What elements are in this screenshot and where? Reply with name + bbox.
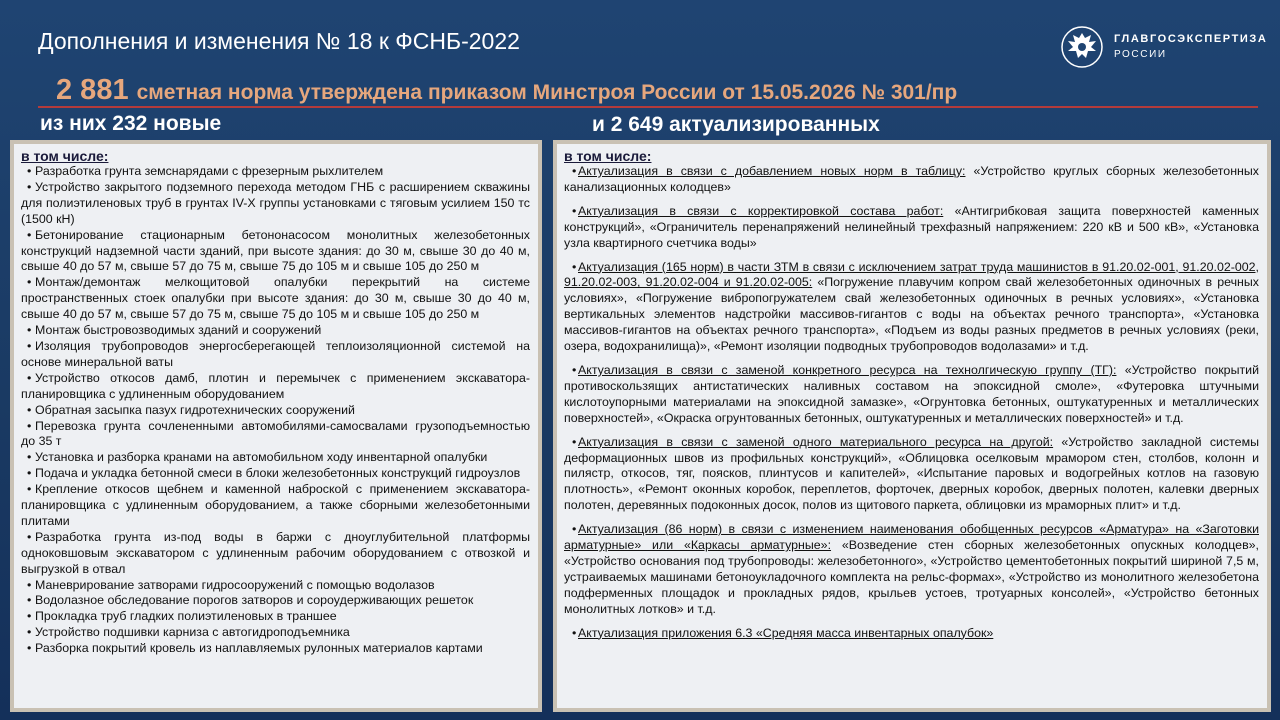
item-lead: Актуализация приложения 6.3 «Средняя масса инвентарных опалубок» bbox=[578, 625, 994, 640]
new-norms-panel bbox=[10, 140, 542, 712]
list-item: • Подача и укладка бетонной смеси в блоки железобетонных конструкций гидроузлов bbox=[21, 466, 530, 482]
list-item bbox=[564, 626, 1259, 642]
page-title: Дополнения и изменения № 18 к ФСНБ-2022 bbox=[38, 28, 520, 54]
item-text: «Устройство круглых сборных железобетонных канализационных колодцев» bbox=[564, 164, 1259, 194]
new-norms-heading: в том числе: bbox=[21, 148, 109, 164]
list-item: • Маневрирование затворами гидросооружений с помощью водолазов bbox=[21, 578, 530, 594]
list-item: • Разработка грунта из-под воды в баржи с дноуглубительной платформы одноковшовым экскаватором с удлиненным рабочим оборудованием с отвозкой и выгрузкой в отвал bbox=[21, 530, 530, 578]
list-item: • Разборка покрытий кровель из наплавляемых рулонных материалов картами bbox=[21, 641, 530, 657]
item-text: «Устройство покрытий противоскользящих антистатических наливных составом на эпоксидной смоле», «Футеровка штучными кислотоупорными материалами на эпоксидной замазке», «Огрунтовка бетонных, оштукатуренных и металлических поверхностей», «Окраска огрунтованных бетонных, оштукатуренных и металлических поверхностей» и т.д. bbox=[564, 362, 1259, 425]
list-item: • Монтаж/демонтаж мелкощитовой опалубки перекрытий на системе пространственных стоек опалубки при высоте здания: до 30 м, свыше 30 до 40 м, свыше 40 до 57 м, свыше 57 до 75 м, свыше 75 до 105 м и свыше 105 до 250 м bbox=[21, 275, 530, 323]
logo-line2: РОССИИ bbox=[1114, 49, 1167, 60]
updated-norms-list bbox=[564, 164, 1259, 641]
item-lead: Актуализация в связи с заменой конкретного ресурса на технолгическую группу (ТГ): bbox=[578, 362, 1117, 377]
list-item bbox=[564, 164, 1259, 196]
updated-norms-heading: в том числе: bbox=[564, 148, 652, 164]
eagle-emblem-icon bbox=[1060, 25, 1104, 69]
subtitle-updated: и 2 649 актуализированных bbox=[592, 113, 880, 136]
list-item: • Прокладка труб гладких полиэтиленовых в траншее bbox=[21, 609, 530, 625]
list-item: • Разработка грунта земснарядами с фрезерным рыхлителем bbox=[21, 164, 530, 180]
list-item bbox=[564, 260, 1259, 355]
new-norms-list bbox=[21, 164, 530, 657]
item-lead: Актуализация (165 норм) в части ЗТМ в связи с исключением затрат труда машинистов в 91.20.02-001, 91.20.02-002, 91.20.02-003, 91.20.02-004 и 91.20.02-005: bbox=[564, 259, 1259, 290]
item-text: «Погружение плавучим копром свай железобетонных одиночных в речных условиях», «Погружение вибропогружателем свай железобетонных одиночных в речных условиях», «Установка вертикальных элементов надстройки массивов-гигантов с воды на объектах речного транспорта», «Установка массивов-гигантов на объектах речного транспорта», «Подъем из воды разных предметов в речных условиях (реки, озера, водохранилища)», «Ремонт изоляции подводных трубопроводов водолазами» и т.д. bbox=[564, 275, 1259, 354]
list-item bbox=[564, 363, 1259, 427]
item-text: «Устройство закладной системы деформационных швов из профильных конструкций», «Облицовка оселковым мрамором стен, столбов, колонн и пилястр, откосов, тяг, поясков, плинтусов и капителей», «Испытание паровых и водогрейных котлов на газовую плотность», «Ремонт оконных коробок, переплетов, форточек, дверных коробок, дверных полотен, калевки дверных полотен, деревянных подоконных досок, полов из щитового паркета, облицовки из мраморных плит» и т.д. bbox=[564, 434, 1259, 513]
list-item: • Водолазное обследование порогов затворов и сороудерживающих решеток bbox=[21, 593, 530, 609]
headline bbox=[56, 74, 957, 107]
list-item: • Устройство откосов дамб, плотин и перемычек с применением экскаватора-планировщика с удлиненным оборудованием bbox=[21, 371, 530, 403]
item-lead: Актуализация в связи с корректировкой состава работ: bbox=[578, 203, 944, 218]
list-item: • Устройство подшивки карниза с автогидроподъемника bbox=[21, 625, 530, 641]
updated-norms-panel bbox=[553, 140, 1271, 712]
item-lead: Актуализация (86 норм) в связи с изменением наименования обобщенных ресурсов «Арматура» на «Заготовки арматурные» или «Каркасы арматурные»: bbox=[564, 522, 1259, 553]
list-item bbox=[564, 435, 1259, 515]
list-item: • Бетонирование стационарным бетононасосом монолитных железобетонных конструкций надземной части зданий, при высоте здания: до 30 м, свыше 30 до 40 м, свыше 40 до 57 м, свыше 57 до 75 м, свыше 75 до 105 м и свыше 105 до 250 м bbox=[21, 228, 530, 276]
list-item bbox=[564, 204, 1259, 252]
logo-line1: ГЛАВГОСЭКСПЕРТИЗА bbox=[1114, 33, 1268, 45]
list-item: • Устройство закрытого подземного перехода методом ГНБ с расширением скважины для полиэтиленовых труб в грунтах IV-X группы установками с тяговым усилием 150 тс (1500 кН) bbox=[21, 180, 530, 228]
item-text: «Антигрибковая защита поверхностей каменных конструкций», «Ограничитель перенапряжений нелинейный трехфазный напряжением: 220 кВ и 500 кВ», «Установка узла квартирного счетчика воды» bbox=[564, 203, 1259, 250]
list-item: • Перевозка грунта сочлененными автомобилями-самосвалами грузоподъемностью до 35 т bbox=[21, 419, 530, 451]
list-item: • Изоляция трубопроводов энергосберегающей теплоизоляционной системой на основе минеральной ваты bbox=[21, 339, 530, 371]
item-text: «Возведение стен сборных железобетонных опускных колодцев», «Устройство основания под трубопроводы: железобетонного», «Устройство цементобетонных покрытий шириной 7,5 м, устраиваемых машинами бетоноукладочного комплекта на рельс-формах», «Устройство из монолитного железобетона подферменных площадок и прокладных рядов, крыльев устоев, тротуарных консолей», «Устройство бетонных монолитных лотков» и т.д. bbox=[564, 538, 1259, 616]
headline-number: 2 881 bbox=[56, 74, 129, 106]
list-item: • Монтаж быстровозводимых зданий и сооружений bbox=[21, 323, 530, 339]
headline-text: сметная норма утверждена приказом Минстроя России от 15.05.2026 № 301/пр bbox=[136, 81, 958, 104]
logo bbox=[1060, 24, 1268, 70]
list-item: • Крепление откосов щебнем и каменной наброской с применением экскаватора-планировщика с удлиненным оборудованием, а также сборными железобетонными плитами bbox=[21, 482, 530, 530]
item-lead: Актуализация в связи с заменой одного материального ресурса на другой: bbox=[578, 434, 1054, 449]
divider-rule bbox=[38, 106, 1258, 108]
list-item: • Обратная засыпка пазух гидротехнических сооружений bbox=[21, 403, 530, 419]
list-item: • Установка и разборка кранами на автомобильном ходу инвентарной опалубки bbox=[21, 450, 530, 466]
subtitle-new: из них 232 новые bbox=[40, 112, 222, 135]
item-lead: Актуализация в связи с добавлением новых норм в таблицу: bbox=[578, 164, 966, 178]
list-item bbox=[564, 522, 1259, 617]
